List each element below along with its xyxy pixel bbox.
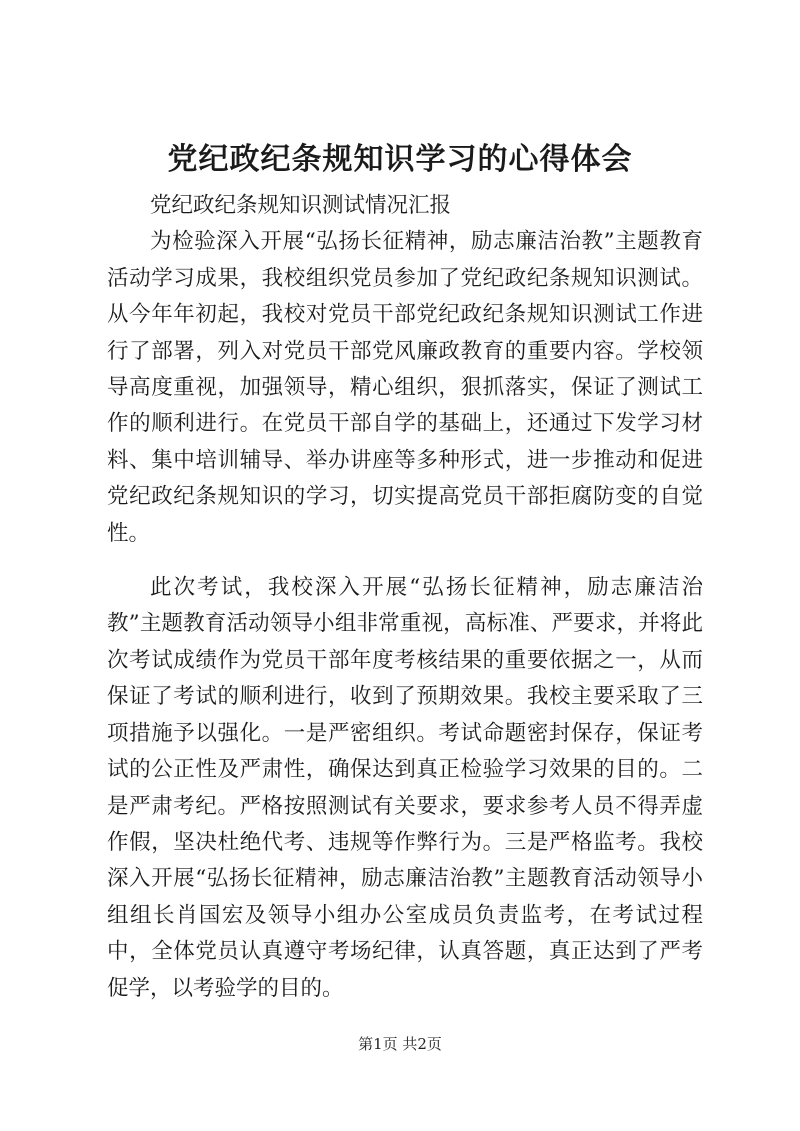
document-subtitle: 党纪政纪条规知识测试情况汇报 xyxy=(150,193,452,218)
page-number-footer: 第1页 共2页 xyxy=(358,1035,442,1053)
document-title: 党纪政纪条规知识学习的心得体会 xyxy=(167,142,633,177)
body-paragraph: 此次考试，我校深入开展“弘扬长征精神，励志廉洁治教”主题教育活动领导小组非常重视，高标准、严要求，并将此次考试成绩作为党员干部年度考核结果的重要依据之一，从而保证了考试的顺利进行，收到了预期效果。我校主要采取了三项措施予以强化。一是严密组织。考试命题密封保存，保证考试的公正性及严肃性，确保达到真正检验学习效果的目的。二是严肃考纪。严格按照测试有关要求，要求参考人员不得弄虚作假，坚决杜绝代考、违规等作弊行为。三是严格监考。我校深入开展“弘扬长征精神，励志廉洁治教”主题教育活动领导小组组长肖国宏及领导小组办公室成员负责监考，在考试过程中，全体党员认真遵守考场纪律，认真答题，真正达到了严考促学，以考验学的目的。 xyxy=(107,575,703,1001)
document-body xyxy=(107,188,703,1007)
body-paragraph: 为检验深入开展“弘扬长征精神，励志廉洁治教”主题教育活动学习成果，我校组织党员参加了党纪政纪条规知识测试。从今年年初起，我校对党员干部党纪政纪条规知识测试工作进行了部署，列入对党员干部党风廉政教育的重要内容。学校领导高度重视，加强领导，精心组织，狠抓落实，保证了测试工作的顺利进行。在党员干部自学的基础上，还通过下发学习材料、集中培训辅导、举办讲座等多种形式，进一步推动和促进党纪政纪条规知识的学习，切实提高党员干部拒腐防变的自觉性。 xyxy=(107,229,703,546)
